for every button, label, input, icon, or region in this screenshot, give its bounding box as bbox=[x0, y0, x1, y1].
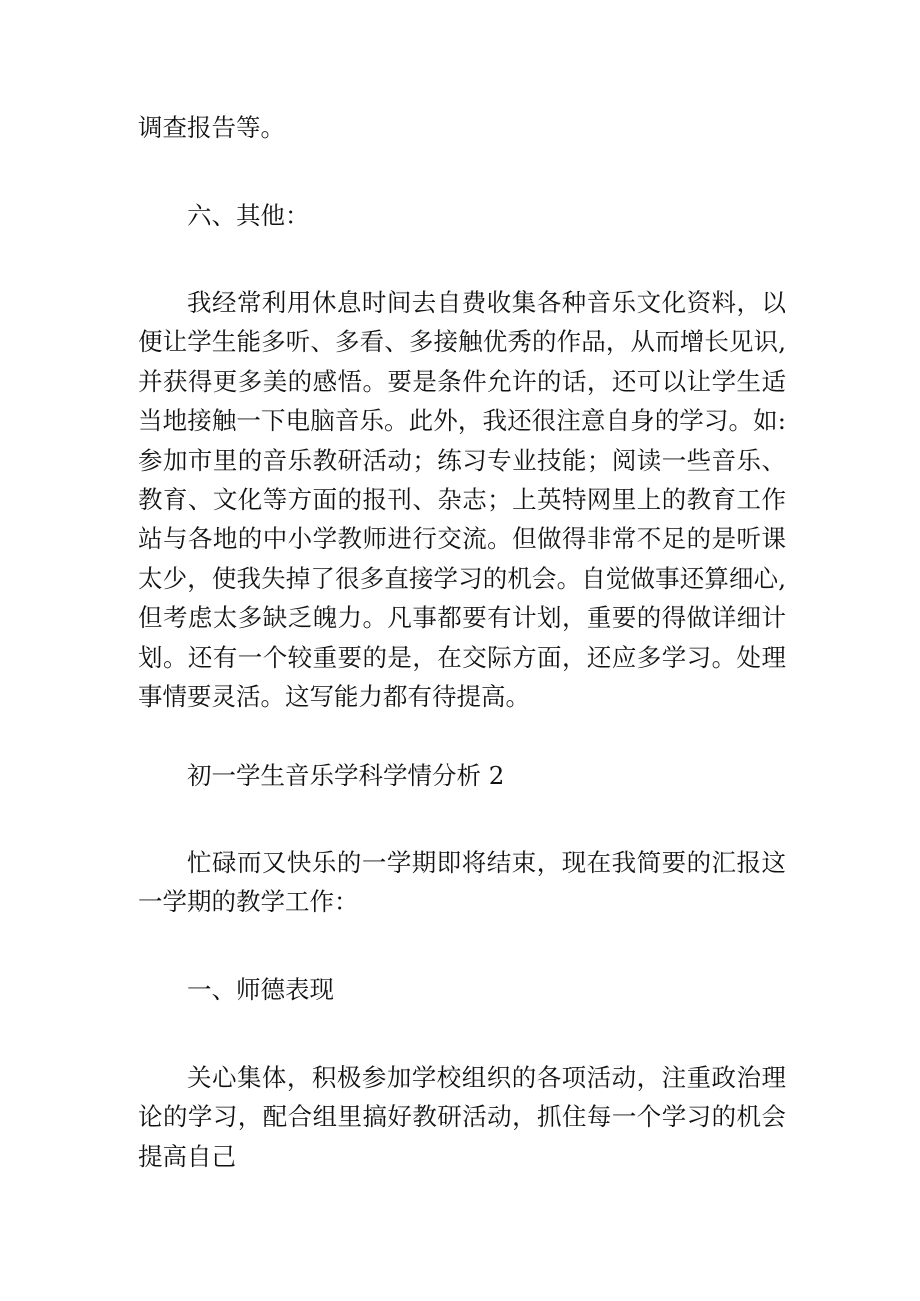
document-subtitle: 初一学生音乐学科学情分析 2 bbox=[187, 761, 505, 790]
paragraph-report-continuation: 调查报告等。 bbox=[138, 113, 285, 142]
section-heading-other: 六、其他： bbox=[187, 201, 310, 230]
paragraph-self-study: 我经常利用休息时间去自费收集各种音乐文化资料，以便让学生能多听、多看、多接触优秀的作品，从而增长见识,并获得更多美的感悟。要是条件允许的话，还可以让学生适当地接触一下电脑音乐。此外，我还很注意自身的学习。如:参加市里的音乐教研活动；练习专业技能；阅读一些音乐、教育、文化等方面的报刊、杂志；上英特网里上的教育工作站与各地的中小学教师进行交流。但做得非常不足的是听课太少，使我失掉了很多直接学习的机会。自觉做事还算细心,但考虑太多缺乏魄力。凡事都要有计划，重要的得做详细计划。还有一个较重要的是，在交际方面，还应多学习。处理事情要灵活。这写能力都有待提高。 bbox=[138, 288, 786, 712]
paragraph-ethics: 关心集体，积极参加学校组织的各项活动，注重政治理论的学习，配合组里搞好教研活动，抓住每一个学习的机会提高自己 bbox=[138, 1063, 786, 1171]
paragraph-semester-intro: 忙碌而又快乐的一学期即将结束，现在我简要的汇报这一学期的教学工作： bbox=[138, 848, 786, 917]
section-heading-ethics: 一、师德表现 bbox=[187, 975, 334, 1004]
